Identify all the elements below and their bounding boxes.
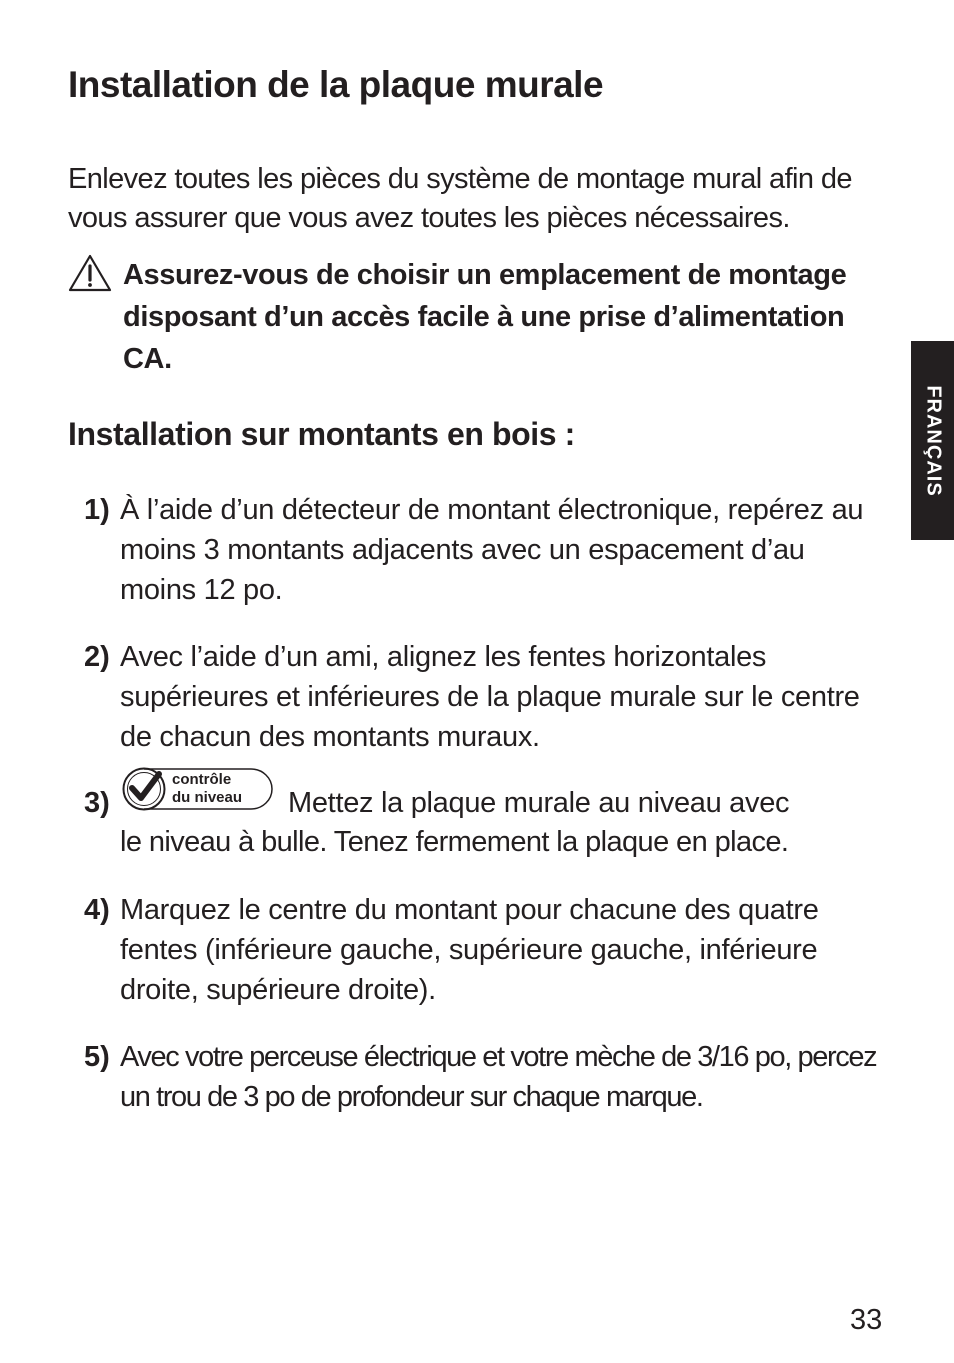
step-number: 2) bbox=[84, 641, 110, 673]
intro-paragraph: Enlevez toutes les pièces du système de montage mural afin de vous assurer que vous avez toutes les pièces nécessaires. bbox=[68, 163, 852, 234]
step-text: Marquez le centre du montant pour chacune des quatre fentes (inférieure gauche, supérieure gauche, inférieure droite, supérieure droite). bbox=[120, 894, 819, 1006]
step-number: 3) bbox=[84, 787, 110, 819]
language-tab-label: FRANÇAIS bbox=[922, 384, 944, 497]
step-number: 1) bbox=[84, 494, 110, 526]
page-title: Installation de la plaque murale bbox=[68, 64, 604, 105]
step-text: À l’aide d’un détecteur de montant électronique, repérez au moins 3 montants adjacents avec un espacement d’au moins 12 po. bbox=[120, 494, 864, 606]
level-check-badge bbox=[120, 766, 274, 812]
step-3 bbox=[84, 766, 884, 866]
language-tab bbox=[911, 341, 954, 540]
step-text: Avec l’aide d’un ami, alignez les fentes horizontales supérieures et inférieures de la plaque murale sur le centre de chacun des montants muraux. bbox=[120, 641, 860, 753]
warning-triangle-icon bbox=[68, 254, 112, 292]
step-number: 4) bbox=[84, 894, 110, 926]
warning-text: Assurez-vous de choisir un emplacement de montage disposant d’un accès facile à une prise d’alimentation CA. bbox=[123, 259, 847, 375]
step-text: Mettez la plaque murale au niveau avec bbox=[288, 787, 790, 819]
step-text: Avec votre perceuse électrique et votre mèche de 3/16 po, percez un trou de 3 po de profondeur sur chaque marque. bbox=[120, 1041, 877, 1113]
section-heading: Installation sur montants en bois : bbox=[68, 416, 575, 452]
page-number: 33 bbox=[850, 1304, 883, 1336]
step-text-continued: le niveau à bulle. Tenez fermement la plaque en place. bbox=[120, 826, 789, 858]
level-badge-label: contrôle du niveau bbox=[172, 771, 243, 806]
step-number: 5) bbox=[84, 1041, 110, 1073]
checkmark-icon bbox=[124, 769, 165, 810]
